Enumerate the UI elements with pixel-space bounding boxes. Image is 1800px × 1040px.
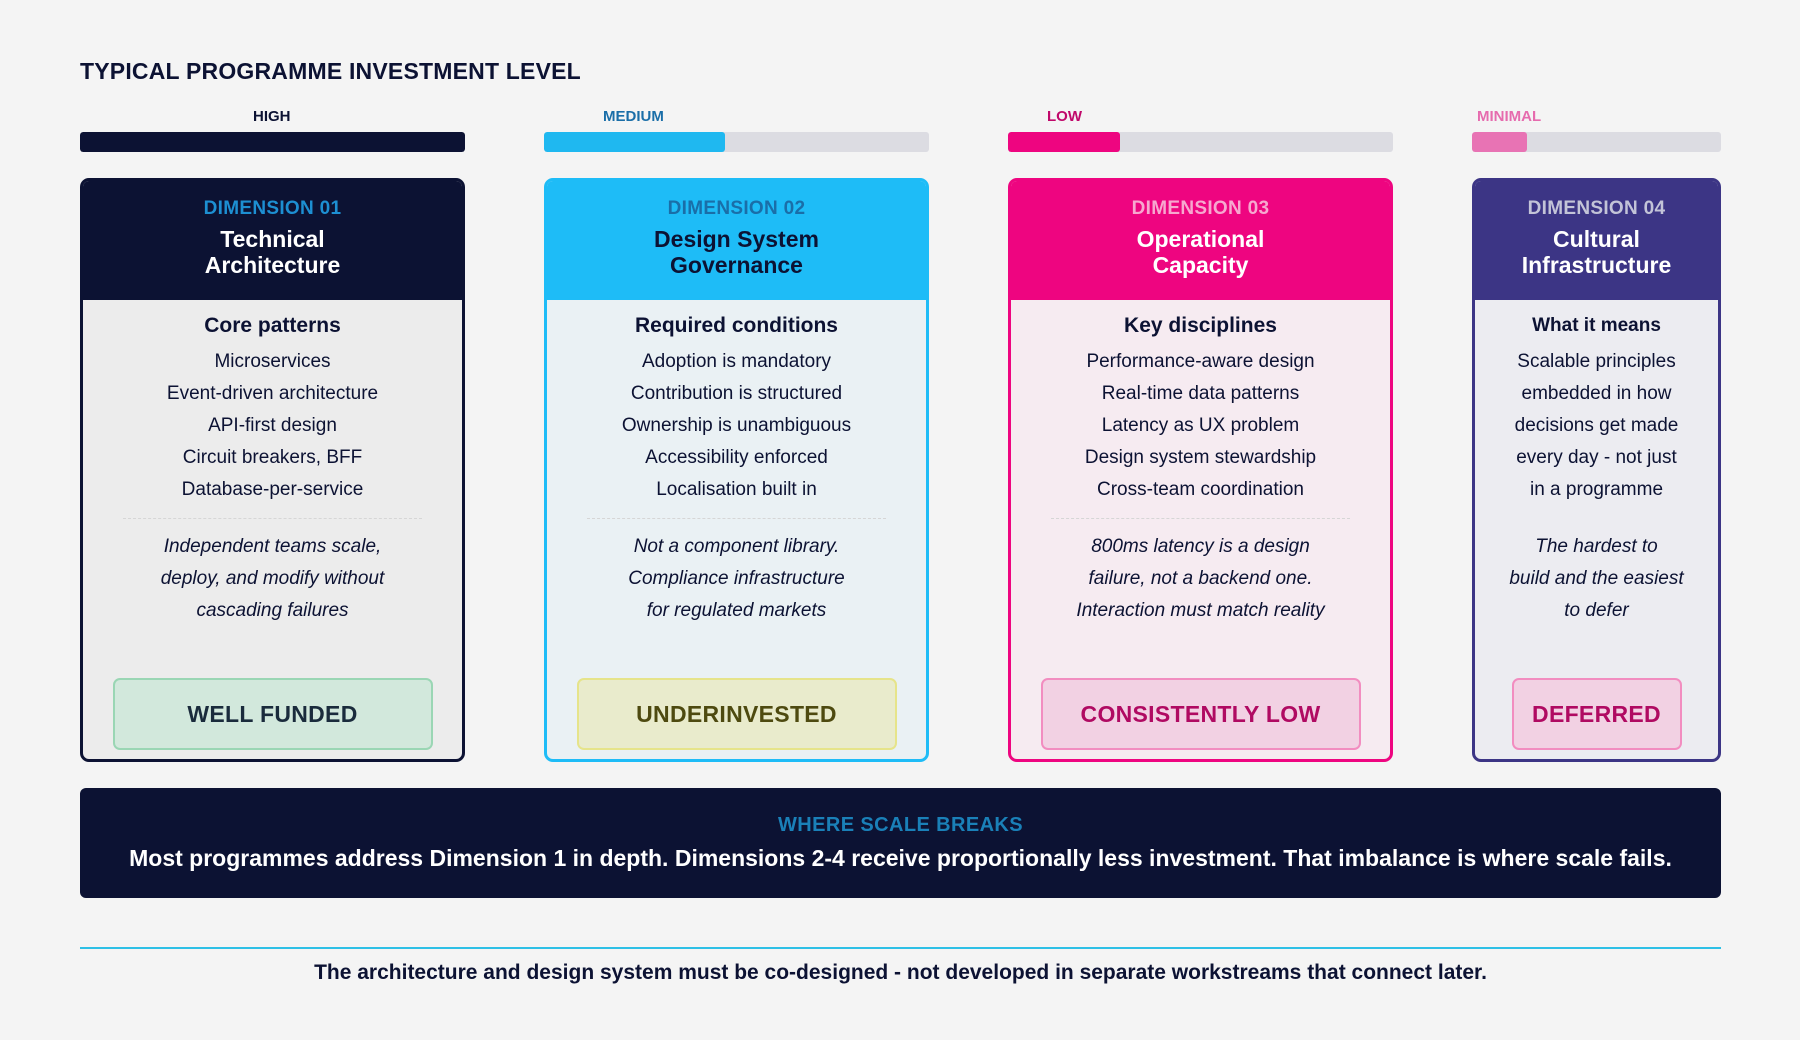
dimension-column-2: [544, 108, 929, 762]
quote-line: for regulated markets: [646, 600, 827, 621]
quote-line: failure, not a backend one.: [1088, 568, 1313, 589]
description-line: every day - not just: [1516, 447, 1677, 468]
dimension-column-4: [1472, 108, 1721, 762]
dimension-title-line-1: Design System: [654, 226, 819, 252]
investment-level-label: MINIMAL: [1477, 108, 1542, 125]
footer-rule: [80, 947, 1721, 949]
card-body: [1475, 300, 1718, 627]
list-item: Microservices: [214, 351, 331, 372]
quote-line: Compliance infrastructure: [628, 568, 845, 589]
investment-level-bar: [1008, 132, 1393, 152]
dimension-title-line-2: Capacity: [1152, 252, 1249, 278]
dimension-column-1: [80, 108, 465, 762]
dimension-card: [544, 178, 929, 762]
dimension-number: DIMENSION 04: [1527, 198, 1666, 219]
dimension-title-line-2: Architecture: [204, 252, 341, 278]
investment-level-fill: [80, 132, 465, 152]
investment-level-bar: [80, 132, 465, 152]
list-item: Latency as UX problem: [1101, 415, 1300, 436]
footer-statement: The architecture and design system must be co-designed - not developed in separate workstreams that connect later.: [314, 961, 1487, 984]
list-item: Cross-team coordination: [1097, 479, 1304, 500]
card-quote: [1011, 531, 1390, 627]
quote-line: Independent teams scale,: [163, 536, 382, 557]
quote-line: to defer: [1564, 600, 1629, 621]
dimension-column-3: [1008, 108, 1393, 762]
dimension-title: [547, 226, 926, 278]
section-heading: What it means: [1532, 315, 1661, 336]
quote-line: Interaction must match reality: [1076, 600, 1325, 621]
dimension-card: [1008, 178, 1393, 762]
list-item: API-first design: [208, 415, 337, 436]
divider: [123, 518, 422, 519]
card-description: [1475, 346, 1718, 506]
quote-line: 800ms latency is a design: [1091, 536, 1310, 557]
list-item: Contribution is structured: [630, 383, 843, 404]
page-title: TYPICAL PROGRAMME INVESTMENT LEVEL: [80, 58, 581, 84]
description-line: decisions get made: [1514, 415, 1679, 436]
investment-level-fill: [1472, 132, 1527, 152]
investment-level-bar: [544, 132, 929, 152]
dimension-title: [83, 226, 462, 278]
item-list: [547, 346, 926, 506]
list-item: Design system stewardship: [1084, 447, 1317, 468]
list-item: Adoption is mandatory: [641, 351, 832, 372]
card-body: [547, 300, 926, 627]
investment-level-label: HIGH: [253, 108, 291, 125]
quote-line: Not a component library.: [633, 536, 840, 557]
card-header: [1475, 181, 1718, 300]
description-line: Scalable principles: [1517, 351, 1676, 372]
list-item: Real-time data patterns: [1101, 383, 1300, 404]
dimension-number: DIMENSION 02: [667, 198, 806, 219]
divider: [587, 518, 886, 519]
investment-level-label: MEDIUM: [603, 108, 664, 125]
card-quote: [83, 531, 462, 627]
list-item: Performance-aware design: [1086, 351, 1315, 372]
dimension-number: DIMENSION 03: [1131, 198, 1270, 219]
quote-line: cascading failures: [196, 600, 349, 621]
dimension-card: [80, 178, 465, 762]
investment-level-fill: [544, 132, 725, 152]
dimension-title-line-1: Technical: [220, 226, 325, 252]
dimension-title-line-2: Governance: [670, 252, 803, 278]
quote-line: build and the easiest: [1509, 568, 1684, 589]
dimension-number: DIMENSION 01: [203, 198, 342, 219]
item-list: [83, 346, 462, 506]
section-heading: Core patterns: [204, 314, 341, 337]
card-quote: [1475, 531, 1718, 627]
dimension-title: [1011, 226, 1390, 278]
callout-text: Most programmes address Dimension 1 in depth. Dimensions 2-4 receive proportionally less investment. That imbalance is where scale fails.: [129, 845, 1672, 871]
section-heading: Key disciplines: [1124, 314, 1277, 337]
status-badge: UNDERINVESTED: [577, 678, 897, 750]
callout-label: WHERE SCALE BREAKS: [778, 814, 1023, 836]
divider: [1051, 518, 1350, 519]
card-header: [547, 181, 926, 300]
list-item: Database-per-service: [181, 479, 364, 500]
card-header: [1011, 181, 1390, 300]
dimension-card: [1472, 178, 1721, 762]
list-item: Localisation built in: [656, 479, 817, 500]
item-list: [1011, 346, 1390, 506]
list-item: Circuit breakers, BFF: [182, 447, 363, 468]
section-heading: Required conditions: [634, 314, 838, 337]
status-badge: CONSISTENTLY LOW: [1041, 678, 1361, 750]
dimension-title-line-2: Infrastructure: [1521, 252, 1672, 278]
dimension-title: [1475, 226, 1718, 278]
investment-level-fill: [1008, 132, 1120, 152]
dimension-title-line-1: Operational: [1136, 226, 1265, 252]
card-header: [83, 181, 462, 300]
list-item: Ownership is unambiguous: [621, 415, 852, 436]
status-badge: DEFERRED: [1512, 678, 1682, 750]
description-line: in a programme: [1529, 479, 1664, 500]
investment-level-bar: [1472, 132, 1721, 152]
quote-line: deploy, and modify without: [160, 568, 385, 589]
list-item: Accessibility enforced: [645, 447, 828, 468]
card-body: [83, 300, 462, 627]
description-line: embedded in how: [1521, 383, 1672, 404]
status-badge: WELL FUNDED: [113, 678, 433, 750]
scale-breaks-callout: [80, 788, 1721, 898]
quote-line: The hardest to: [1535, 536, 1658, 557]
card-quote: [547, 531, 926, 627]
list-item: Event-driven architecture: [166, 383, 379, 404]
dimension-title-line-1: Cultural: [1553, 226, 1640, 252]
investment-level-label: LOW: [1047, 108, 1082, 125]
card-body: [1011, 300, 1390, 627]
